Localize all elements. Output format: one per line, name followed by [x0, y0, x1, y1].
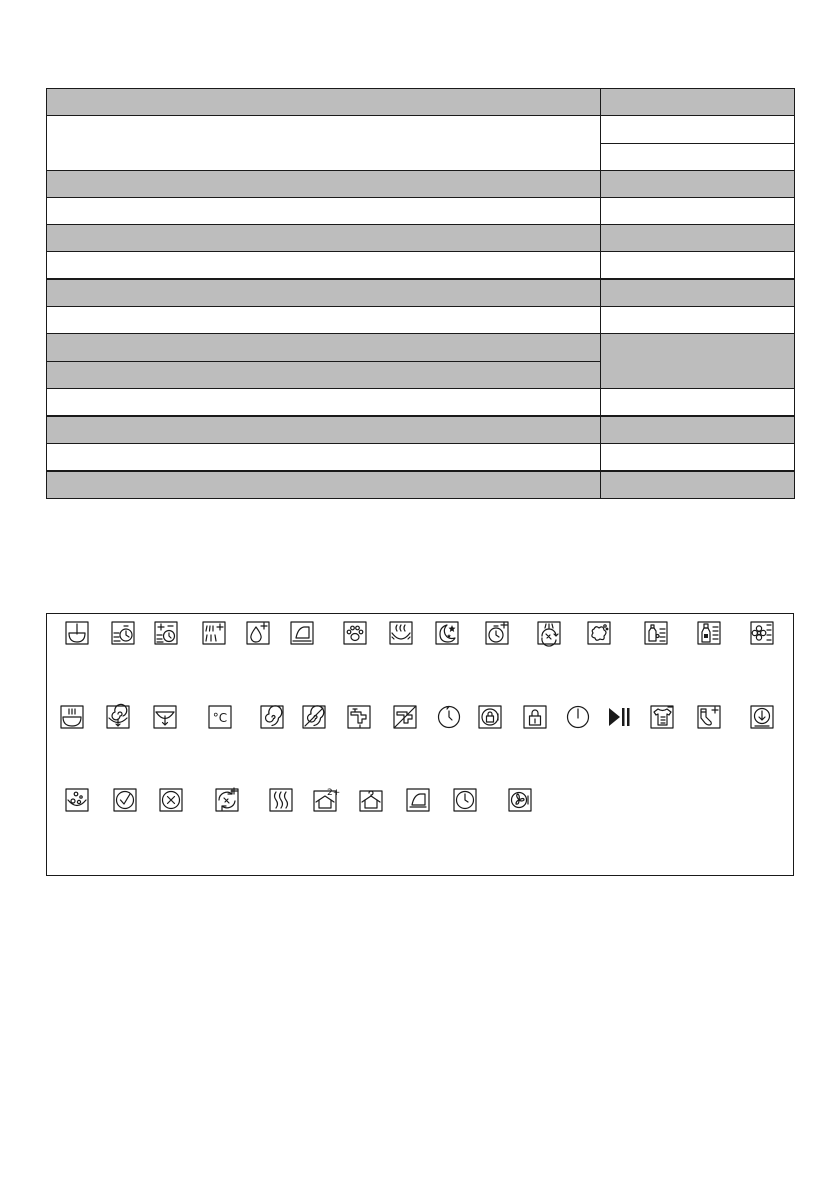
- drain-icon: [153, 705, 177, 729]
- check-icon: [113, 788, 137, 812]
- temperature-icon: [208, 705, 232, 729]
- cancel-icon: [159, 788, 183, 812]
- table-cell-right: [600, 333, 795, 389]
- table-row: [46, 333, 795, 389]
- table-cell-left: [46, 251, 601, 279]
- download-icon: [750, 705, 774, 729]
- table-cell-left: [46, 388, 601, 416]
- table-row: [46, 197, 795, 225]
- table-cell-left: [46, 471, 601, 499]
- table-row: [46, 224, 795, 252]
- quick-wash-plus-icon: [154, 621, 178, 645]
- table-row: [46, 88, 795, 116]
- delay-timer-icon: [437, 705, 461, 729]
- svg-text:°C: °C: [212, 711, 228, 725]
- tap-water-icon: [347, 705, 371, 729]
- svg-text:2+: 2+: [327, 788, 341, 798]
- table-cell-right: [600, 306, 795, 334]
- spin-icon: [260, 705, 284, 729]
- table-row: [46, 306, 795, 334]
- table-cell-right: [600, 416, 795, 444]
- detergent-dose-icon: [697, 621, 721, 645]
- table-cell-right: [600, 88, 795, 116]
- table-cell-right: [600, 471, 795, 499]
- table-cell-left: [46, 170, 601, 198]
- table-cell-left: [46, 361, 601, 389]
- table-cell-left: [46, 224, 601, 252]
- table-cell-right: [600, 197, 795, 225]
- quick-wash-icon: [111, 621, 135, 645]
- stain-icon: [587, 621, 611, 645]
- spec-table: [46, 88, 795, 499]
- hang-dry-icon: [359, 788, 383, 812]
- fan-icon: [508, 788, 532, 812]
- extra-rinse-icon: [202, 621, 226, 645]
- fragrance-dose-icon: [750, 621, 774, 645]
- table-cell-left: [46, 279, 601, 307]
- table-cell-left: [46, 333, 601, 362]
- garment-care-icon: [650, 705, 674, 729]
- pet-hair-icon: [343, 621, 367, 645]
- icon-legend-panel: [46, 613, 794, 876]
- steam-wash-icon: [60, 705, 84, 729]
- child-lock-icon: [523, 705, 547, 729]
- table-cell-right: [600, 224, 795, 252]
- table-cell-left: [46, 443, 601, 471]
- time-saver-icon: [485, 621, 509, 645]
- table-cell-right: [600, 251, 795, 279]
- auto-clean-plus-icon: [215, 788, 239, 812]
- table-row: [46, 388, 795, 416]
- table-cell-left: [46, 306, 601, 334]
- softener-dose-icon: [644, 621, 668, 645]
- spin-drain-icon: [106, 705, 130, 729]
- night-mode-icon: [435, 621, 459, 645]
- hang-dry-plus-icon: [313, 788, 341, 812]
- no-water-icon: [393, 705, 417, 729]
- table-cell-right: [600, 115, 795, 144]
- easy-iron-icon: [290, 621, 314, 645]
- bubbles-icon: [65, 788, 89, 812]
- clock-icon: [453, 788, 477, 812]
- water-plus-icon: [246, 621, 270, 645]
- door-lock-icon: [478, 705, 502, 729]
- table-cell-right: [600, 170, 795, 198]
- table-cell-left: [46, 197, 601, 225]
- sock-plus-icon: [697, 705, 721, 729]
- table-row: [46, 115, 795, 171]
- table-cell-left: [46, 115, 601, 171]
- table-row: [46, 170, 795, 198]
- table-row: [46, 416, 795, 444]
- prewash-icon: [65, 621, 89, 645]
- table-row: [46, 251, 795, 279]
- heat-icon: [269, 788, 293, 812]
- table-row: [46, 443, 795, 471]
- table-cell-right: [600, 443, 795, 471]
- table-row: [46, 471, 795, 499]
- table-cell-right: [600, 388, 795, 416]
- table-cell-right: [600, 143, 795, 171]
- table-cell-right: [600, 279, 795, 307]
- iron-icon: [406, 788, 430, 812]
- table-row: [46, 279, 795, 307]
- table-cell-left: [46, 416, 601, 444]
- start-pause-icon: [607, 705, 631, 729]
- no-spin-icon: [302, 705, 326, 729]
- table-cell-left: [46, 88, 601, 116]
- steam-refresh-icon: [389, 621, 413, 645]
- steam-drum-clean-icon: [537, 621, 561, 645]
- power-icon: [566, 705, 590, 729]
